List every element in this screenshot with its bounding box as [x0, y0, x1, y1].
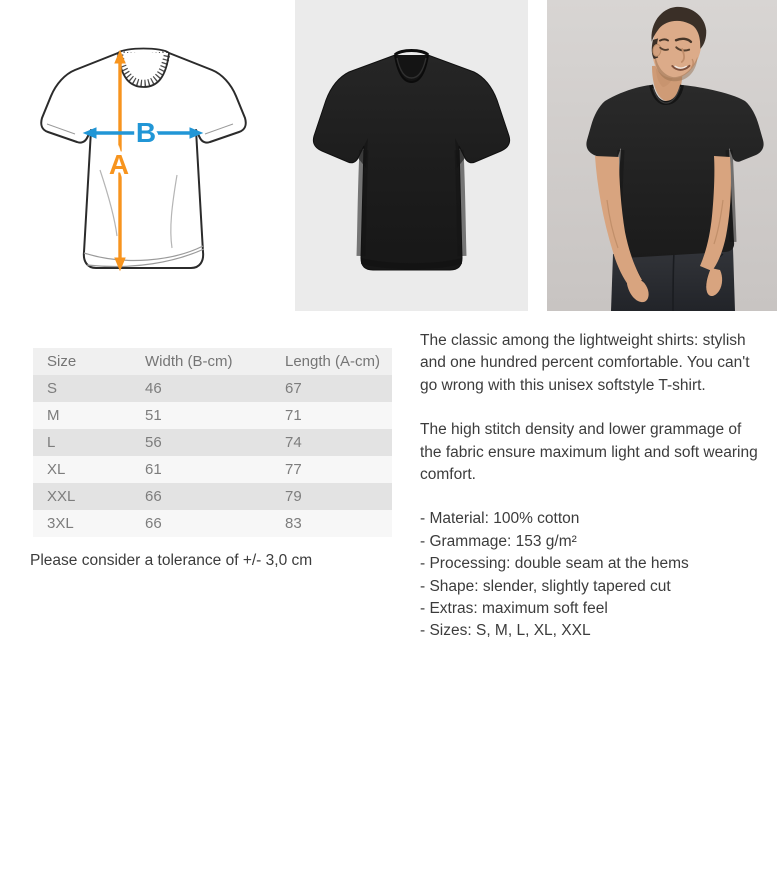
size-cell: 3XL: [47, 515, 74, 532]
product-shirt-shape: [313, 55, 509, 270]
width-cell: 46: [145, 380, 162, 397]
length-cell: 77: [285, 461, 302, 478]
size-cell: XL: [47, 461, 66, 478]
size-cell: M: [47, 407, 60, 424]
width-cell: 51: [145, 407, 162, 424]
model-photo: [547, 0, 777, 311]
spec-list: [420, 508, 766, 642]
width-cell: 56: [145, 434, 162, 451]
size-cell: S: [47, 380, 58, 397]
table-row: [33, 483, 392, 510]
spec-extras: - Extras: maximum soft feel: [420, 600, 608, 618]
size-table: [33, 348, 392, 537]
width-cell: 61: [145, 461, 162, 478]
size-table-header-width: Width (B-cm): [145, 353, 233, 370]
spec-sizes: - Sizes: S, M, L, XL, XXL: [420, 622, 591, 640]
size-cell: L: [47, 434, 56, 451]
length-cell: 67: [285, 380, 302, 397]
size-table-header-length: Length (A-cm): [285, 353, 381, 370]
length-cell: 83: [285, 515, 302, 532]
table-row: [33, 402, 392, 429]
size-cell: XXL: [47, 488, 76, 505]
width-cell: 66: [145, 515, 162, 532]
size-diagram-image: [25, 40, 255, 300]
length-cell: 79: [285, 488, 302, 505]
model-wearing-tshirt: [547, 0, 777, 311]
spec-grammage: - Grammage: 153 g/m²: [420, 532, 577, 550]
spec-material: - Material: 100% cotton: [420, 510, 580, 528]
table-row: [33, 456, 392, 483]
diagram-label-b: B: [135, 117, 157, 148]
diagram-label-a: A: [108, 149, 130, 180]
product-description: [420, 330, 766, 643]
tolerance-note: Please consider a tolerance of +/- 3,0 cm: [30, 552, 313, 569]
table-row: [33, 510, 392, 537]
spec-shape: - Shape: slender, slightly tapered cut: [420, 577, 671, 595]
length-cell: 74: [285, 434, 302, 451]
black-tshirt-front: [295, 0, 528, 311]
product-photo-front: [295, 0, 528, 311]
tshirt-measurement-diagram: [25, 40, 255, 300]
description-paragraph-1: The classic among the lightweight shirts: stylish and one hundred percent comfortable. You can't go wrong with this unisex softstyle T-shirt.: [420, 332, 750, 394]
size-table-header-size: Size: [47, 353, 77, 370]
width-cell: 66: [145, 488, 162, 505]
table-row: [33, 429, 392, 456]
length-cell: 71: [285, 407, 302, 424]
table-row: [33, 375, 392, 402]
spec-processing: - Processing: double seam at the hems: [420, 555, 689, 573]
size-table-header-row: [33, 348, 392, 375]
description-paragraph-2: The high stitch density and lower grammage of the fabric ensure maximum light and soft wearing comfort.: [420, 421, 758, 484]
